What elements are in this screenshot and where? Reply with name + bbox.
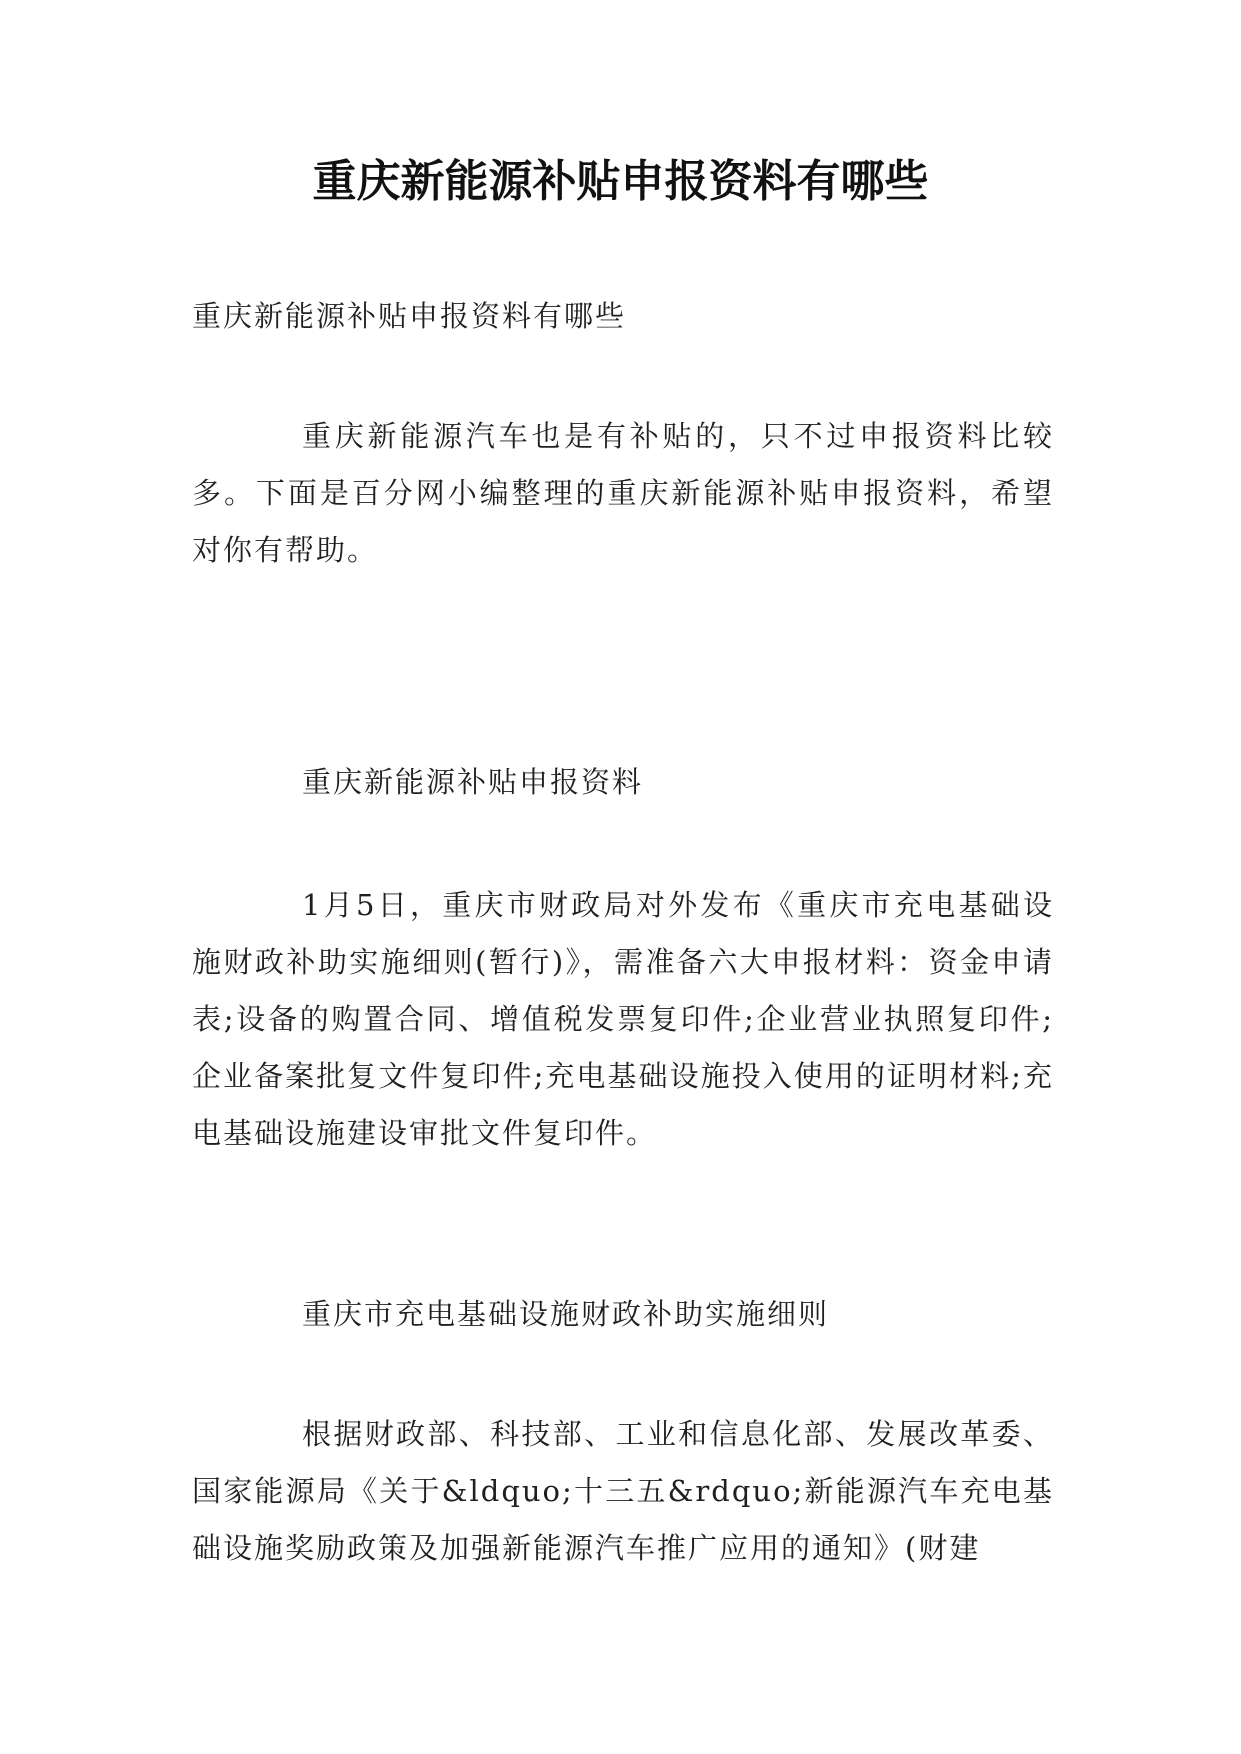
rules-paragraph: 根据财政部、科技部、工业和信息化部、发展改革委、国家能源局《关于&ldquo;十三五&rdquo;新能源汽车充电基础设施奖励政策及加强新能源汽车推广应用的通知》(财建 [192, 1417, 1054, 1565]
document-subtitle: 重庆新能源补贴申报资料有哪些 [192, 299, 627, 333]
materials-paragraph: 1月5日，重庆市财政局对外发布《重庆市充电基础设施财政补助实施细则(暂行)》，需准备六大申报材料：资金申请表;设备的购置合同、增值税发票复印件;企业营业执照复印件;企业备案批复文件复印件;充电基础设施投入使用的证明材料;充电基础设施建设审批文件复印件。 [192, 888, 1054, 1150]
section-heading-rules: 重庆市充电基础设施财政补助实施细则 [302, 1297, 830, 1331]
document-title: 重庆新能源补贴申报资料有哪些 [312, 156, 929, 207]
section-heading-materials: 重庆新能源补贴申报资料 [302, 765, 644, 799]
intro-paragraph: 重庆新能源汽车也是有补贴的，只不过申报资料比较多。下面是百分网小编整理的重庆新能源补贴申报资料，希望对你有帮助。 [192, 419, 1054, 567]
